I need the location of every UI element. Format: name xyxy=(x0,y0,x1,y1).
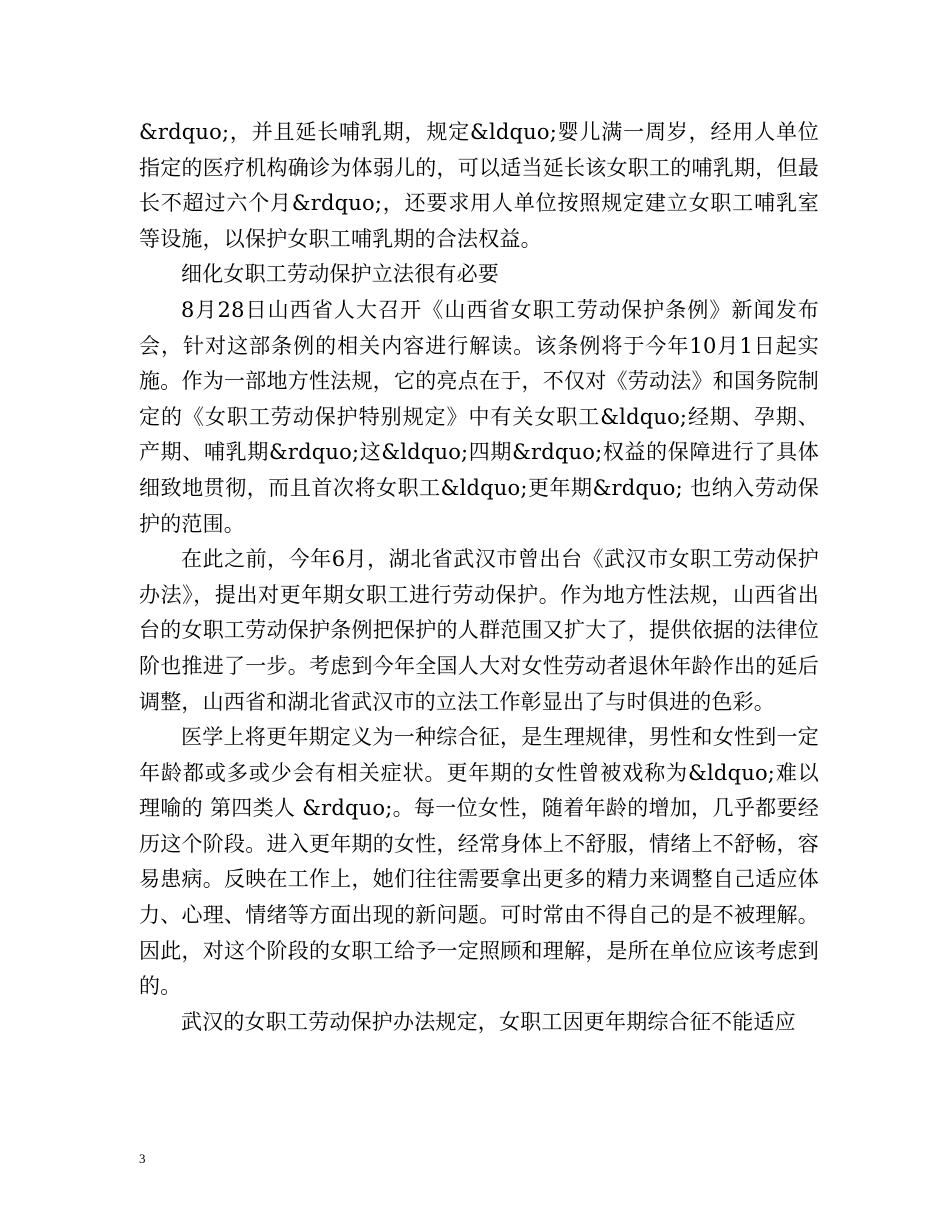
document-body xyxy=(139,115,819,1040)
page-number: 3 xyxy=(139,1151,146,1166)
paragraph-nursing-period: &rdquo;，并且延长哺乳期，规定&ldquo;婴儿满一周岁，经用人单位指定的医疗机构确诊为体弱儿的，可以适当延长该女职工的哺乳期，但最长不超过六个月&rdquo;，还要求用人单位按照规定建立女职工哺乳室等设施，以保护女职工哺乳期的合法权益。 xyxy=(139,120,819,251)
section-heading: 细化女职工劳动保护立法很有必要 xyxy=(181,262,499,287)
paragraph-menopause-definition: 医学上将更年期定义为一种综合征，是生理规律，男性和女性到一定年龄都或多或少会有相关症状。更年期的女性曾被戏称为&ldquo;难以理喻的 第四类人 &rdquo;。每一位女性，随着年龄的增加，几乎都要经历这个阶段。进入更年期的女性，经常身体上不舒服，情绪上不舒畅，容易患病。反映在工作上，她们往往需要拿出更多的精力来调整自己适应体力、心理、情绪等方面出现的新问题。可时常由不得自己的是不被理解。因此，对这个阶段的女职工给予一定照顾和理解，是所在单位应该考虑到的。 xyxy=(139,725,819,999)
paragraph-wuhan-provision: 武汉的女职工劳动保护办法规定，女职工因更年期综合征不能适应 xyxy=(181,1009,796,1034)
paragraph-wuhan-measures: 在此之前，今年6月，湖北省武汉市曾出台《武汉市女职工劳动保护办法》，提出对更年期女职工进行劳动保护。作为地方性法规，山西省出台的女职工劳动保护条例把保护的人群范围又扩大了，提供依据的法律位阶也推进了一步。考虑到今年全国人大对女性劳动者退休年龄作出的延后调整，山西省和湖北省武汉市的立法工作彰显出了与时俱进的色彩。 xyxy=(139,547,819,714)
paragraph-shanxi-regulation: 8月28日山西省人大召开《山西省女职工劳动保护条例》新闻发布会，针对这部条例的相关内容进行解读。该条例将于今年10月1日起实施。作为一部地方性法规，它的亮点在于，不仅对《劳动法》和国务院制定的《女职工劳动保护特别规定》中有关女职工&ldquo;经期、孕期、产期、哺乳期&rdquo;这&ldquo;四期&rdquo;权益的保障进行了具体细致地贯彻，而且首次将女职工&ldquo;更年期&rdquo; 也纳入劳动保护的范围。 xyxy=(139,297,819,536)
